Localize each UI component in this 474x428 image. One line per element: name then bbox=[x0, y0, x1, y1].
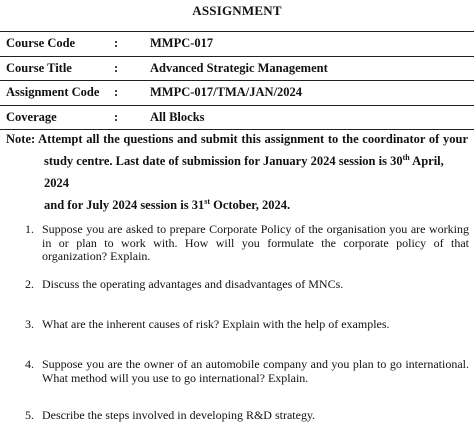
assignment-code-value: MMPC-017/TMA/JAN/2024 bbox=[150, 85, 303, 99]
course-info-table bbox=[0, 31, 474, 130]
question-text: Describe the steps involved in developing R&D strategy. bbox=[42, 408, 316, 422]
note-line-3-superscript: st bbox=[204, 197, 210, 206]
note-line-2-text: study centre. Last date of submission for January 2024 session is 30 bbox=[44, 154, 403, 168]
course-code-row bbox=[0, 32, 474, 57]
note-line-2 bbox=[6, 150, 468, 194]
course-code-separator: : bbox=[114, 36, 119, 50]
course-code-label: Course Code bbox=[6, 36, 76, 50]
question-text: Suppose you are asked to prepare Corporate Policy of the organisation you are working in or plan to work with. How will you formulate the corporate policy of that organization? Explain. bbox=[42, 222, 469, 263]
note-line-3 bbox=[6, 194, 468, 216]
coverage-separator: : bbox=[114, 109, 119, 124]
note-line-1: Note: Attempt all the questions and submit this assignment to the coordinator of your bbox=[6, 132, 468, 146]
note-line-3-date: October, 2024. bbox=[210, 198, 291, 212]
coverage-row bbox=[0, 106, 474, 130]
assignment-code-row bbox=[0, 81, 474, 106]
question-text: Discuss the operating advantages and disadvantages of MNCs. bbox=[42, 277, 344, 291]
note-line-2-date: April, 2024 bbox=[44, 154, 444, 190]
note-line-3-text: and for July 2024 session is 31 bbox=[44, 198, 205, 212]
course-title-separator: : bbox=[114, 60, 119, 75]
question-number: 3. bbox=[25, 317, 34, 331]
question-number: 1. bbox=[25, 222, 34, 236]
course-title-value: Advanced Strategic Management bbox=[150, 60, 328, 75]
coverage-label: Coverage bbox=[6, 109, 57, 124]
question-text: What are the inherent causes of risk? Explain with the help of examples. bbox=[42, 317, 390, 331]
course-code-value: MMPC-017 bbox=[150, 36, 214, 50]
coverage-value: All Blocks bbox=[150, 109, 205, 124]
page-title: ASSIGNMENT bbox=[192, 3, 282, 18]
note-line-2-superscript: th bbox=[402, 153, 410, 162]
assignment-code-separator: : bbox=[114, 85, 119, 99]
assignment-code-label: Assignment Code bbox=[6, 85, 100, 99]
course-title-label: Course Title bbox=[6, 60, 72, 75]
course-title-row bbox=[0, 57, 474, 82]
question-number: 5. bbox=[25, 408, 34, 422]
question-number: 2. bbox=[25, 277, 34, 291]
question-text: Suppose you are the owner of an automobile company and you plan to go international. What method will you use to go international? Explain. bbox=[42, 357, 469, 385]
question-number: 4. bbox=[25, 357, 34, 371]
submission-note bbox=[6, 128, 468, 216]
